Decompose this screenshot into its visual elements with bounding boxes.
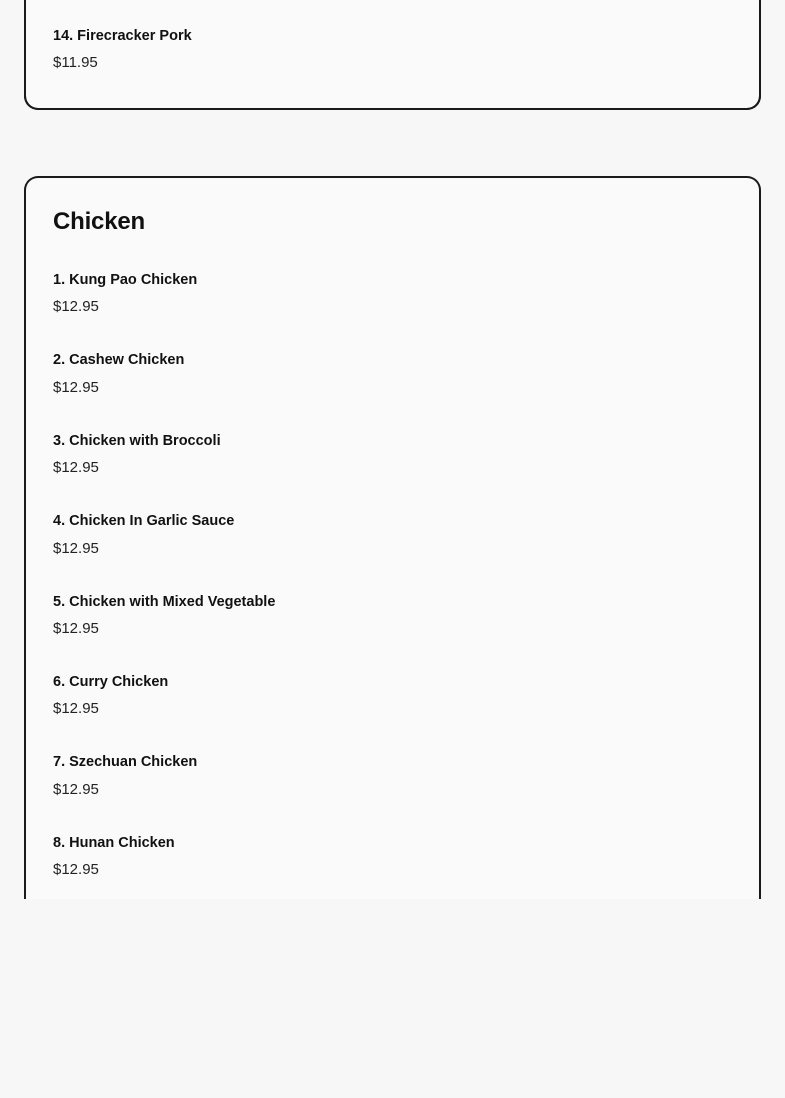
menu-item-price: $12.95 (53, 619, 99, 637)
menu-item[interactable] (53, 236, 732, 316)
menu-item-name: 8. Hunan Chicken (53, 834, 175, 851)
menu-item-price: $12.95 (53, 378, 99, 396)
section-gap (0, 110, 785, 176)
menu-item-name: 1. Kung Pao Chicken (53, 272, 198, 288)
menu-item-name: 5. Chicken with Mixed Vegetable (53, 593, 276, 610)
menu-item-name: 7. Szechuan Chicken (53, 754, 198, 771)
menu-item-price: $12.95 (53, 861, 99, 879)
menu-section-items-pork (26, 0, 759, 72)
menu-item-name: 14. Firecracker Pork (53, 28, 192, 44)
menu-item-name: 2. Cashew Chicken (53, 352, 185, 369)
menu-item-price: $12.95 (53, 700, 99, 718)
card-notch-bottom-left (24, 92, 42, 110)
menu-item-price: $12.95 (53, 459, 99, 477)
menu-item-name: 3. Chicken with Broccoli (53, 432, 221, 449)
menu-item-price: $12.95 (53, 298, 99, 316)
menu-section-body-chicken (26, 178, 759, 879)
menu-section-card-pork (24, 0, 761, 110)
menu-item[interactable] (53, 28, 732, 72)
menu-item[interactable] (53, 477, 732, 557)
menu-item-name: 4. Chicken In Garlic Sauce (53, 513, 235, 530)
menu-item-price: $12.95 (53, 780, 99, 798)
menu-section-title: Chicken (53, 208, 145, 235)
menu-section-card-chicken (24, 176, 761, 899)
menu-item[interactable] (53, 638, 732, 718)
menu-item-price: $11.95 (53, 54, 98, 72)
menu-item[interactable] (53, 316, 732, 396)
card-notch-bottom-right (743, 92, 761, 110)
menu-item[interactable] (53, 718, 732, 798)
menu-item[interactable] (53, 397, 732, 477)
menu-item-price: $12.95 (53, 539, 99, 557)
menu-item[interactable] (53, 799, 732, 879)
menu-item-name: 6. Curry Chicken (53, 673, 169, 690)
menu-item[interactable] (53, 558, 732, 638)
